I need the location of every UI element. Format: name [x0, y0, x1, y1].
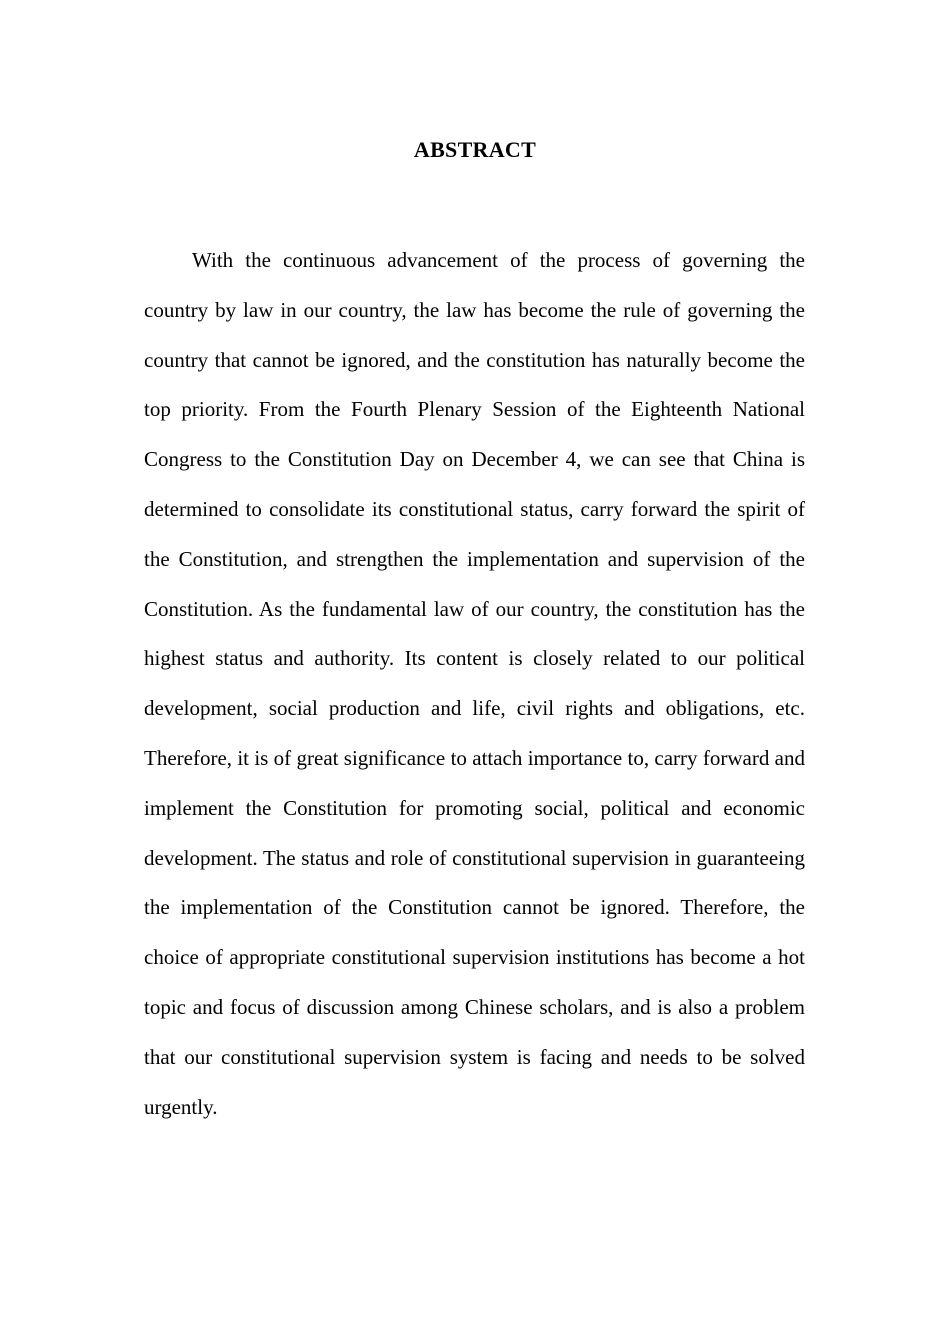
- abstract-paragraph: With the continuous advancement of the process of governing the country by law in our country, the law has become the rule of governing the country that cannot be ignored, and the constitution has naturally become the top priority. From the Fourth Plenary Session of the Eighteenth National Congress to the Constitution Day on December 4, we can see that China is determined to consolidate its constitutional status, carry forward the spirit of the Constitution, and strengthen the implementation and supervision of the Constitution. As the fundamental law of our country, the constitution has the highest status and authority. Its content is closely related to our political development, social production and life, civil rights and obligations, etc. Therefore, it is of great significance to attach importance to, carry forward and implement the Constitution for promoting social, political and economic development. The status and role of constitutional supervision in guaranteeing the implementation of the Constitution cannot be ignored. Therefore, the choice of appropriate constitutional supervision institutions has become a hot topic and focus of discussion among Chinese scholars, and is also a problem that our constitutional supervision system is facing and needs to be solved urgently.: [144, 248, 805, 1119]
- abstract-title: ABSTRACT: [413, 137, 537, 162]
